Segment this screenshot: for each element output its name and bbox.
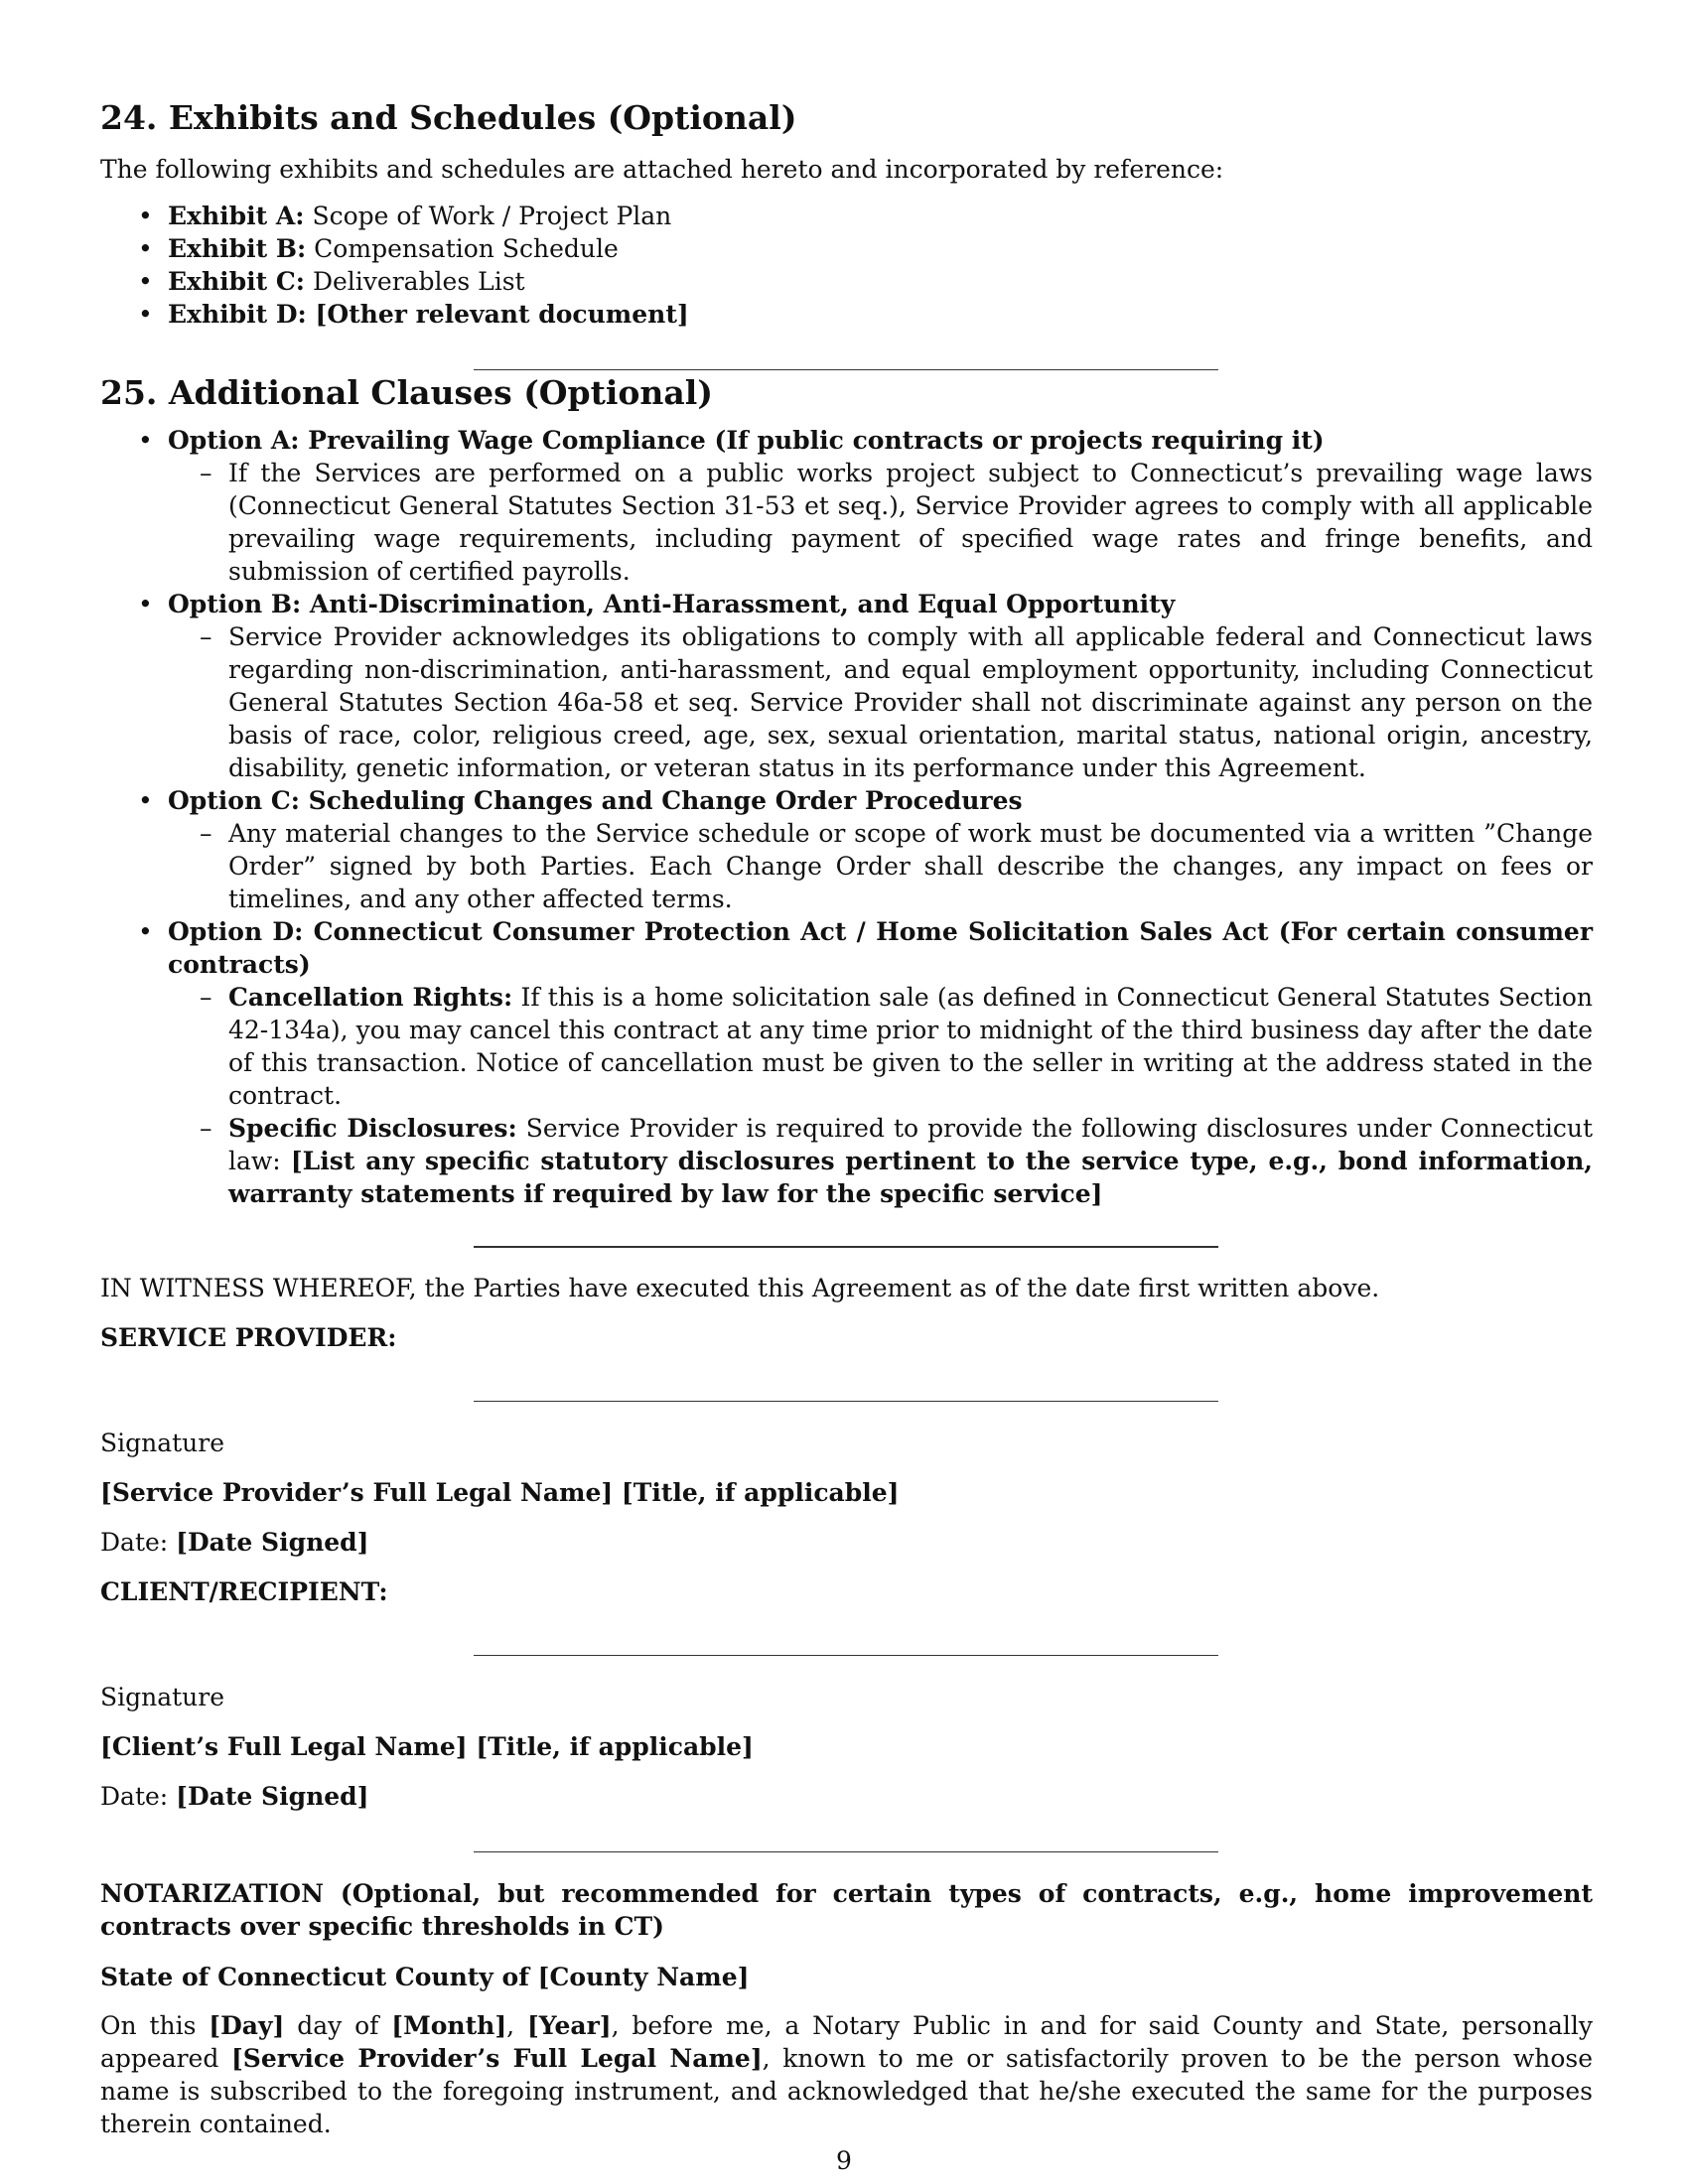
option-d-title: Option D: Connecticut Consumer Protection Act / Home Solicitation Sales Act (For certain consumer contracts) (168, 917, 1593, 979)
exhibit-label: Exhibit B: (168, 234, 307, 263)
notarization-body (100, 2009, 1593, 2140)
client-signature-label: Signature (100, 1683, 225, 1711)
option-b-title: Option B: Anti-Discrimination, Anti-Harassment, and Equal Opportunity (168, 590, 1176, 618)
notarization-text: , (506, 2011, 527, 2040)
option-b (100, 588, 1593, 784)
exhibit-text: Deliverables List (305, 267, 525, 296)
option-a-details (168, 457, 1593, 588)
notarization-state-line: State of Connecticut County of [County Name] (100, 1963, 750, 1991)
notarization-text: day of (284, 2011, 392, 2040)
option-c-title: Option C: Scheduling Changes and Change Order Procedures (168, 786, 1023, 815)
client-heading: CLIENT/RECIPIENT: (100, 1577, 388, 1606)
option-d (100, 915, 1593, 1210)
page-number: 9 (836, 2146, 852, 2175)
exhibit-item (100, 298, 1593, 331)
option-a-title: Option A: Prevailing Wage Compliance (If public contracts or projects requiring it) (168, 426, 1325, 455)
exhibit-list (100, 200, 1593, 331)
section-24-intro: The following exhibits and schedules are attached hereto and incorporated by reference: (100, 155, 1224, 184)
cancellation-text: If this is a home solicitation sale (as defined in Connecticut General Statutes Section 42-134a), you may cancel this contract at any time prior to midnight of the third business day after the date of this transaction. Notice of cancellation must be given to the seller in writing at the address stated in the contract. (228, 983, 1593, 1110)
provider-name-line: [Service Provider’s Full Legal Name] [Title, if applicable] (100, 1478, 900, 1507)
client-date-line (100, 1780, 1593, 1813)
provider-date-line (100, 1526, 1593, 1559)
cancellation-rights (168, 981, 1593, 1112)
option-d-details (168, 981, 1593, 1210)
exhibit-label: Exhibit C: (168, 267, 305, 296)
provider-signature-label: Signature (100, 1429, 225, 1457)
provider-signature-line (474, 1401, 1218, 1402)
notarization-text: , before me, a Notary Public in and for said County and State, personally appeared (100, 2011, 1593, 2073)
client-signature-line (474, 1655, 1218, 1656)
notarization-month: [Month] (391, 2011, 507, 2040)
disclosures-placeholder: [List any specific statutory disclosures pertinent to the service type, e.g., bond information, warranty statements if required by law for the specific service] (228, 1147, 1594, 1208)
option-a-text: – If the Services are performed on a public works project subject to Connecticut’s prevailing wage laws (Connecticut General Statutes Section 31-53 et seq.), Service Provider agrees to comply with all applicable prevailing wage requirements, including payment of specified wage rates and fringe benefits, and submission of certified payrolls. (168, 457, 1593, 588)
disclosures-text: Service Provider is required to provide the following disclosures under Connecticut law: (228, 1114, 1594, 1175)
disclosures-label: Specific Disclosures: (228, 1114, 517, 1143)
provider-date-label: Date: (100, 1528, 177, 1557)
notarization-text: On this (100, 2011, 210, 2040)
client-date-label: Date: (100, 1782, 177, 1811)
exhibit-item (100, 232, 1593, 265)
client-name-line: [Client’s Full Legal Name] [Title, if applicable] (100, 1732, 754, 1761)
exhibit-item (100, 265, 1593, 298)
provider-date-value: [Date Signed] (176, 1528, 369, 1557)
cancellation-label: Cancellation Rights: (228, 983, 513, 1012)
page-content (100, 95, 1593, 2140)
exhibit-text: [Other relevant document] (306, 300, 689, 329)
notarization-day: [Day] (209, 2011, 285, 2040)
exhibit-item (100, 200, 1593, 232)
specific-disclosures (168, 1112, 1593, 1210)
option-a (100, 424, 1593, 588)
exhibit-label: Exhibit A: (168, 202, 305, 230)
notarization-name: [Service Provider’s Full Legal Name] (230, 2044, 763, 2073)
section-25-title: 25. Additional Clauses (Optional) (100, 373, 713, 412)
witness-statement: IN WITNESS WHEREOF, the Parties have executed this Agreement as of the date first written above. (100, 1274, 1380, 1302)
section-24-title: 24. Exhibits and Schedules (Optional) (100, 98, 797, 137)
exhibit-text: Compensation Schedule (306, 234, 619, 263)
notarization-heading: NOTARIZATION (Optional, but recommended for certain types of contracts, e.g., home improvement contracts over specific thresholds in CT) (100, 1879, 1593, 1941)
option-c-text: – Any material changes to the Service schedule or scope of work must be documented via a written ”Change Order” signed by both Parties. Each Change Order shall describe the changes, any impact on fees or timelines, and any other affected terms. (168, 817, 1593, 915)
section-divider (474, 1851, 1218, 1852)
option-c-details (168, 817, 1593, 915)
client-date-value: [Date Signed] (176, 1782, 369, 1811)
option-b-text: – Service Provider acknowledges its obligations to comply with all applicable federal and Connecticut laws regarding non-discrimination, anti-harassment, and equal employment opportunity, including Connecticut General Statutes Section 46a-58 et seq. Service Provider shall not discriminate against any person on the basis of race, color, religious creed, age, sex, sexual orientation, marital status, national origin, ancestry, disability, genetic information, or veteran status in its performance under this Agreement. (168, 620, 1593, 784)
option-c (100, 784, 1593, 915)
notarization-year: [Year] (526, 2011, 612, 2040)
section-divider (474, 1246, 1218, 1248)
exhibit-text: Scope of Work / Project Plan (304, 202, 672, 230)
option-b-details (168, 620, 1593, 784)
options-list (100, 424, 1593, 1210)
exhibit-label: Exhibit D: (168, 300, 307, 329)
provider-heading: SERVICE PROVIDER: (100, 1323, 397, 1352)
notarization-text: , known to me or satisfactorily proven to be the person whose name is subscribed to the foregoing instrument, and acknowledged that he/she executed the same for the purposes therein contained. (100, 2044, 1593, 2138)
